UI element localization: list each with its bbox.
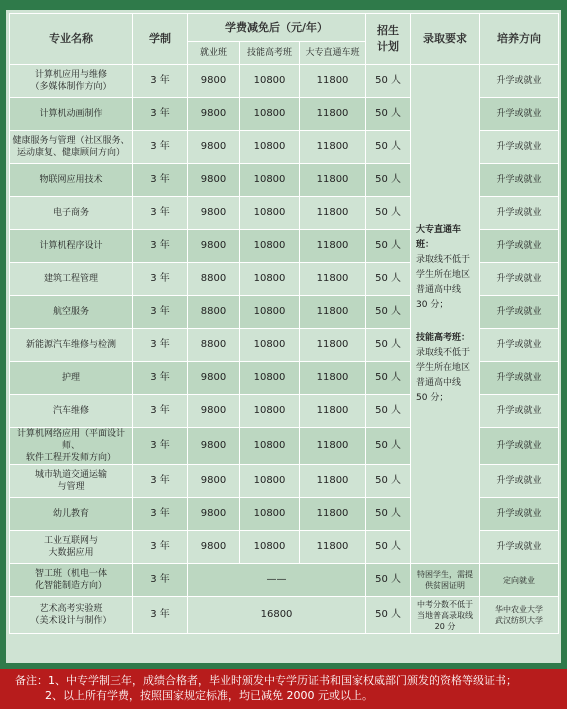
duration: 3 年 — [133, 428, 188, 465]
header-fee-employment: 就业班 — [188, 42, 240, 65]
fee-employment: 9800 — [188, 498, 240, 531]
requirement: 特困学生，需提 供贫困证明 — [411, 564, 480, 597]
header-duration: 学制 — [133, 14, 188, 65]
requirement-title-skill: 技能高考班： — [416, 332, 471, 343]
fee-college: 11800 — [300, 465, 366, 498]
duration: 3 年 — [133, 564, 188, 597]
major-name: 计算机应用与维修 （多媒体制作方向） — [10, 65, 133, 98]
fee-skill: 10800 — [240, 197, 300, 230]
fee-college: 11800 — [300, 230, 366, 263]
major-name: 新能源汽车维修与检测 — [10, 329, 133, 362]
fee-merged: 16800 — [188, 597, 366, 634]
major-name: 工业互联网与 大数据应用 — [10, 531, 133, 564]
table-row — [10, 65, 559, 98]
fee-college: 11800 — [300, 65, 366, 98]
direction: 华中农业大学 武汉纺织大学 — [480, 597, 559, 634]
direction: 升学或就业 — [480, 263, 559, 296]
quota: 50 人 — [366, 230, 411, 263]
header-requirement: 录取要求 — [411, 14, 480, 65]
duration: 3 年 — [133, 230, 188, 263]
table-body — [10, 65, 559, 634]
fee-college: 11800 — [300, 498, 366, 531]
fee-employment: 9800 — [188, 395, 240, 428]
notes-bar — [0, 669, 567, 709]
fee-employment: 8800 — [188, 263, 240, 296]
requirement: 中考分数不低于 当地普高录取线 20 分 — [411, 597, 480, 634]
fee-college: 11800 — [300, 98, 366, 131]
requirement-gap — [416, 313, 474, 331]
fee-employment: 9800 — [188, 197, 240, 230]
duration: 3 年 — [133, 197, 188, 230]
major-name: 物联网应用技术 — [10, 164, 133, 197]
duration: 3 年 — [133, 296, 188, 329]
fee-college: 11800 — [300, 296, 366, 329]
direction: 升学或就业 — [480, 197, 559, 230]
fee-employment: 9800 — [188, 362, 240, 395]
fee-employment: 8800 — [188, 296, 240, 329]
fee-college: 11800 — [300, 531, 366, 564]
note-line-1: 备注：1、中专学制三年，成绩合格者，毕业时颁发中专学历证书和国家权威部门颁发的资格等级证书； — [15, 674, 517, 687]
direction: 升学或就业 — [480, 395, 559, 428]
major-name: 艺术高考实验班 （美术设计与制作） — [10, 597, 133, 634]
header-fee-group: 学费减免后（元/年） — [188, 14, 366, 42]
direction: 升学或就业 — [480, 362, 559, 395]
duration: 3 年 — [133, 531, 188, 564]
requirement-title-college: 大专直通车班： — [416, 224, 462, 250]
fee-college: 11800 — [300, 329, 366, 362]
table-row — [10, 564, 559, 597]
direction: 升学或就业 — [480, 329, 559, 362]
fee-college: 11800 — [300, 197, 366, 230]
duration: 3 年 — [133, 597, 188, 634]
quota: 50 人 — [366, 597, 411, 634]
major-name: 电子商务 — [10, 197, 133, 230]
fee-table — [9, 13, 559, 634]
major-name: 航空服务 — [10, 296, 133, 329]
direction: 升学或就业 — [480, 498, 559, 531]
direction: 升学或就业 — [480, 98, 559, 131]
quota: 50 人 — [366, 296, 411, 329]
fee-employment: 9800 — [188, 531, 240, 564]
fee-college: 11800 — [300, 395, 366, 428]
shared-requirement — [411, 65, 480, 564]
duration: 3 年 — [133, 465, 188, 498]
fee-employment: 9800 — [188, 230, 240, 263]
duration: 3 年 — [133, 362, 188, 395]
quota: 50 人 — [366, 428, 411, 465]
duration: 3 年 — [133, 263, 188, 296]
table-row — [10, 597, 559, 634]
fee-college: 11800 — [300, 131, 366, 164]
fee-skill: 10800 — [240, 263, 300, 296]
fee-employment: 9800 — [188, 164, 240, 197]
major-name: 计算机网络应用（平面设计师、 软件工程开发师方向） — [10, 428, 133, 465]
direction: 升学或就业 — [480, 465, 559, 498]
direction: 升学或就业 — [480, 65, 559, 98]
quota: 50 人 — [366, 197, 411, 230]
major-name: 城市轨道交通运输 与管理 — [10, 465, 133, 498]
header-direction: 培养方向 — [480, 14, 559, 65]
major-name: 幼儿教育 — [10, 498, 133, 531]
quota: 50 人 — [366, 395, 411, 428]
duration: 3 年 — [133, 164, 188, 197]
quota: 50 人 — [366, 164, 411, 197]
fee-skill: 10800 — [240, 164, 300, 197]
fee-skill: 10800 — [240, 329, 300, 362]
fee-skill: 10800 — [240, 498, 300, 531]
header-fee-college: 大专直通车班 — [300, 42, 366, 65]
direction: 升学或就业 — [480, 531, 559, 564]
duration: 3 年 — [133, 395, 188, 428]
duration: 3 年 — [133, 98, 188, 131]
direction: 升学或就业 — [480, 428, 559, 465]
major-name: 汽车维修 — [10, 395, 133, 428]
fee-employment: 9800 — [188, 428, 240, 465]
quota: 50 人 — [366, 263, 411, 296]
quota: 50 人 — [366, 65, 411, 98]
duration: 3 年 — [133, 131, 188, 164]
header-fee-skill: 技能高考班 — [240, 42, 300, 65]
fee-college: 11800 — [300, 164, 366, 197]
fee-skill: 10800 — [240, 98, 300, 131]
direction: 升学或就业 — [480, 296, 559, 329]
quota: 50 人 — [366, 131, 411, 164]
direction: 定向就业 — [480, 564, 559, 597]
fee-employment: 9800 — [188, 131, 240, 164]
major-name: 健康服务与管理（社区服务、 运动康复、健康顾问方向） — [10, 131, 133, 164]
fee-college: 11800 — [300, 362, 366, 395]
major-name: 护理 — [10, 362, 133, 395]
major-name: 计算机程序设计 — [10, 230, 133, 263]
quota: 50 人 — [366, 329, 411, 362]
direction: 升学或就业 — [480, 131, 559, 164]
fee-merged: —— — [188, 564, 366, 597]
quota: 50 人 — [366, 465, 411, 498]
fee-college: 11800 — [300, 263, 366, 296]
fee-table-sheet — [6, 10, 561, 663]
quota: 50 人 — [366, 531, 411, 564]
fee-skill: 10800 — [240, 428, 300, 465]
duration: 3 年 — [133, 65, 188, 98]
note-line-2: 2、以上所有学费，按照国家规定标准，均已减免 2000 元或以上。 — [45, 689, 373, 702]
fee-college: 11800 — [300, 428, 366, 465]
duration: 3 年 — [133, 329, 188, 362]
fee-skill: 10800 — [240, 296, 300, 329]
quota: 50 人 — [366, 98, 411, 131]
header-major: 专业名称 — [10, 14, 133, 65]
fee-skill: 10800 — [240, 230, 300, 263]
quota: 50 人 — [366, 498, 411, 531]
direction: 升学或就业 — [480, 230, 559, 263]
header-quota: 招生 计划 — [366, 14, 411, 65]
major-name: 计算机动画制作 — [10, 98, 133, 131]
duration: 3 年 — [133, 498, 188, 531]
major-name: 建筑工程管理 — [10, 263, 133, 296]
fee-employment: 9800 — [188, 98, 240, 131]
requirement-text-skill: 录取线不低于 学生所在地区 普通高中线 50 分； — [416, 347, 471, 403]
requirement-text-college: 录取线不低于 学生所在地区 普通高中线 30 分； — [416, 254, 471, 310]
fee-skill: 10800 — [240, 362, 300, 395]
fee-employment: 8800 — [188, 329, 240, 362]
direction: 升学或就业 — [480, 164, 559, 197]
fee-employment: 9800 — [188, 65, 240, 98]
fee-skill: 10800 — [240, 131, 300, 164]
major-name: 智工班（机电一体 化智能制造方向） — [10, 564, 133, 597]
fee-employment: 9800 — [188, 465, 240, 498]
quota: 50 人 — [366, 362, 411, 395]
fee-skill: 10800 — [240, 395, 300, 428]
fee-skill: 10800 — [240, 65, 300, 98]
fee-skill: 10800 — [240, 465, 300, 498]
quota: 50 人 — [366, 564, 411, 597]
fee-skill: 10800 — [240, 531, 300, 564]
